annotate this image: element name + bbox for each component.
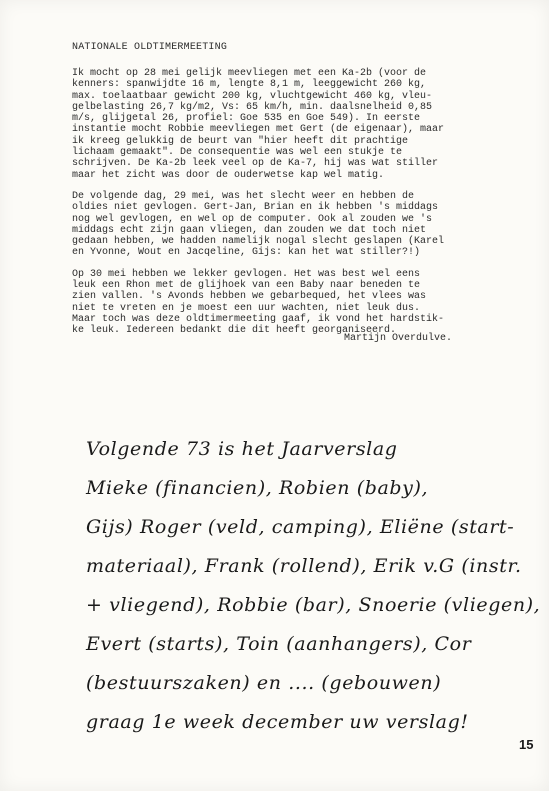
- page-number: 15: [519, 737, 534, 752]
- text-line: instantie mocht Robbie meevliegen met Gert (de eigenaar), maar: [72, 124, 445, 136]
- text-line: nog wel gevlogen, en wel op de computer. Ook al zouden we 's: [72, 213, 433, 225]
- text-line: en Yvonne, Wout en Jacqeline, Gijs: kan het wat stiller?!): [72, 247, 421, 259]
- text-line: gelbelasting 26,7 kg/m2, Vs: 65 km/h, min. daalsnelheid 0,85: [72, 101, 433, 113]
- text-line: kenners: spanwijdte 16 m, lengte 8,1 m, leeggewicht 260 kg,: [72, 79, 427, 91]
- text-line: niet te vreten en je moest een uur wachten, niet leuk dus.: [72, 302, 421, 314]
- text-line: m/s, glijgetal 26, profiel: Goe 535 en Goe 549). In eerste: [72, 113, 421, 125]
- author-signature: Martijn Overdulve.: [344, 333, 453, 344]
- handwritten-line: + vliegend), Robbie (bar), Snoerie (vliegen),: [86, 594, 541, 616]
- handwritten-line: graag 1e week december uw verslag!: [86, 711, 469, 733]
- text-line: lichaam gemaakt". De consequentie was wel een stukje te: [72, 147, 403, 159]
- handwritten-line: (bestuurszaken) en .... (gebouwen): [86, 672, 442, 694]
- text-line: ke leuk. Iedereen bedankt die dit heeft georganiseerd.: [72, 325, 397, 337]
- text-line: schrijven. De Ka-2b leek veel op de Ka-7, hij was wat stiller: [72, 158, 439, 170]
- handwritten-line: Evert (starts), Toin (aanhangers), Cor: [86, 633, 472, 655]
- typed-article: [72, 42, 504, 347]
- text-line: middags echt zijn gaan vliegen, dan zouden we dat toch niet: [72, 224, 427, 236]
- text-line: max. toelaatbaar gewicht 200 kg, vluchtgewicht 460 kg, vleu-: [72, 90, 433, 102]
- handwritten-line: materiaal), Frank (rollend), Erik v.G (instr.: [86, 555, 522, 577]
- text-line: oldies niet gevlogen. Gert-Jan, Brian en ik hebben 's middags: [72, 202, 439, 214]
- article-heading: NATIONALE OLDTIMERMEETING: [72, 42, 228, 53]
- text-line: ik kreeg gelukkig de beurt van "hier heeft dit prachtige: [72, 135, 409, 147]
- text-line: gedaan hebben, we hadden namelijk nogal slecht geslapen (Karel: [72, 236, 445, 248]
- handwritten-line: Gijs) Roger (veld, camping), Eliëne (start-: [86, 516, 515, 538]
- handwritten-line: Volgende 73 is het Jaarverslag: [86, 438, 398, 460]
- article-paragraph-1: [72, 68, 504, 181]
- text-line: leuk een Rhon met de glijhoek van een Baby naar beneden te: [72, 280, 421, 292]
- text-line: zien vallen. 's Avonds hebben we gebarbequed, het vlees was: [72, 291, 427, 303]
- text-line: Maar toch was deze oldtimermeeting gaaf, ik vond het hardstik-: [72, 313, 445, 325]
- text-line: maar het zicht was door de ouderwetse kap wel matig.: [72, 169, 385, 181]
- handwritten-line: Mieke (financien), Robien (baby),: [86, 477, 429, 499]
- text-line: De volgende dag, 29 mei, was het slecht weer en hebben de: [72, 190, 415, 202]
- article-paragraph-3: [72, 269, 504, 337]
- text-line: Ik mocht op 28 mei gelijk meevliegen met een Ka-2b (voor de: [72, 68, 427, 79]
- text-line: Op 30 mei hebben we lekker gevlogen. Het was best wel eens: [72, 268, 421, 280]
- handwritten-note: [86, 430, 541, 742]
- article-paragraph-2: [72, 191, 504, 259]
